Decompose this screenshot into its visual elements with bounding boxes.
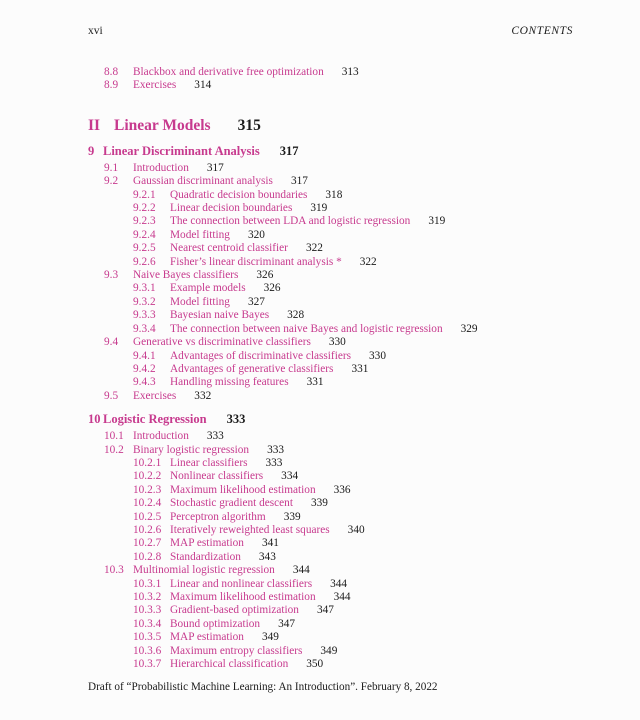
- entry-page: 326: [263, 282, 281, 295]
- entry-page: 322: [359, 255, 377, 268]
- entry-page: 322: [305, 242, 323, 255]
- entry-number[interactable]: 8.8: [104, 66, 119, 78]
- toc-entry-10-3-3: [133, 604, 610, 617]
- toc-entry-9-2-6: [133, 256, 610, 269]
- toc-entry-9-3-3: [133, 309, 610, 322]
- entry-page: 320: [247, 228, 265, 241]
- entry-number[interactable]: 10.2.7: [133, 537, 162, 550]
- entry-number[interactable]: 9.1: [104, 161, 119, 174]
- toc-body: [88, 66, 610, 671]
- entry-title[interactable]: Model fitting: [170, 295, 230, 308]
- toc-entry-9-2-2: [133, 202, 610, 215]
- entry-title[interactable]: Exercises: [133, 79, 177, 92]
- entry-title[interactable]: MAP estimation: [170, 537, 244, 550]
- entry-number[interactable]: 9.4: [104, 336, 119, 349]
- toc-entry-9-2-5: [133, 242, 610, 255]
- entry-page: 347: [316, 604, 334, 617]
- toc-entry-10-3-4: [133, 618, 610, 631]
- entry-page: 343: [258, 550, 276, 563]
- entry-page: 341: [261, 537, 279, 550]
- entry-title[interactable]: Advantages of discriminative classifiers: [170, 349, 352, 362]
- entry-title[interactable]: Maximum likelihood estimation: [170, 591, 316, 603]
- entry-number[interactable]: 9.3.4: [133, 322, 156, 335]
- entry-page: 339: [283, 510, 301, 523]
- entry-page: 330: [369, 349, 386, 362]
- toc-entry-9-2: [104, 175, 610, 188]
- toc-entry-9-5: [104, 390, 610, 403]
- toc-entry-9-1: [104, 162, 610, 175]
- toc-entry-9-4-3: [133, 376, 610, 389]
- toc-entry-9-3-4: [133, 323, 610, 336]
- toc-entry-10-3-1: [133, 578, 610, 591]
- entry-page: 344: [292, 564, 310, 577]
- entry-title[interactable]: The connection between naive Bayes and logistic regression: [170, 322, 443, 335]
- entry-title[interactable]: Linear classifiers: [170, 456, 248, 469]
- entry-number[interactable]: 10.2.8: [133, 550, 162, 563]
- entry-title[interactable]: Maximum likelihood estimation: [170, 483, 316, 496]
- chapter-heading-10: [88, 412, 610, 427]
- entry-title[interactable]: Multinomial logistic regression: [133, 564, 275, 577]
- toc-entry-9-4: [104, 336, 610, 349]
- toc-entry-10-3-5: [133, 631, 610, 644]
- running-title: CONTENTS: [511, 25, 573, 37]
- entry-page: 333: [265, 456, 283, 469]
- toc-entry-10-1: [104, 430, 610, 443]
- entry-number[interactable]: 9.2.6: [133, 255, 156, 268]
- entry-title[interactable]: MAP estimation: [170, 631, 244, 644]
- entry-title[interactable]: Naive Bayes classifiers: [133, 269, 239, 282]
- entry-number[interactable]: 10.3.3: [133, 604, 162, 617]
- entry-number[interactable]: 10.2.4: [133, 497, 162, 510]
- toc-entry-10-2-4: [133, 497, 610, 510]
- toc-entry-10-2-6: [133, 524, 610, 537]
- entry-page: 331: [306, 376, 324, 389]
- entry-number[interactable]: 9.2.5: [133, 242, 156, 255]
- entry-page: 344: [333, 591, 351, 603]
- entry-number[interactable]: 10.3.7: [133, 658, 162, 671]
- entry-title[interactable]: Handling missing features: [170, 376, 289, 389]
- entry-page: 331: [351, 362, 369, 375]
- entry-number[interactable]: 9.4.3: [133, 376, 156, 389]
- entry-title[interactable]: Gaussian discriminant analysis: [133, 175, 273, 188]
- running-header: [88, 25, 573, 37]
- toc-entry-10-3: [104, 564, 610, 577]
- entry-page: 340: [347, 523, 365, 536]
- entry-page: 336: [333, 483, 351, 496]
- entry-page: 333: [267, 443, 285, 456]
- entry-title[interactable]: Linear and nonlinear classifiers: [170, 577, 313, 590]
- toc-entry-10-2: [104, 444, 610, 457]
- part-number[interactable]: II: [88, 116, 101, 134]
- chapter-page: 317: [279, 143, 299, 158]
- entry-number[interactable]: 10.3.6: [133, 644, 162, 657]
- entry-page: 326: [256, 269, 274, 282]
- entry-page: 334: [281, 470, 299, 483]
- toc-entry-9-3-1: [133, 282, 610, 295]
- entry-number[interactable]: 9.3.1: [133, 282, 156, 295]
- entry-number[interactable]: 9.3.3: [133, 309, 156, 322]
- toc-entry-9-2-1: [133, 189, 610, 202]
- entry-title[interactable]: Stochastic gradient descent: [170, 497, 293, 510]
- entry-number[interactable]: 10.2.1: [133, 456, 162, 469]
- entry-number[interactable]: 9.3: [104, 269, 119, 282]
- entry-number[interactable]: 9.2: [104, 175, 119, 188]
- entry-page: 344: [330, 577, 348, 590]
- toc-entry-8-9: [104, 79, 610, 92]
- chapter-number[interactable]: 10: [88, 412, 101, 427]
- toc-entry-10-2-3: [133, 484, 610, 497]
- toc-entry-10-2-1: [133, 457, 610, 470]
- entry-title[interactable]: Example models: [170, 282, 246, 295]
- entry-title[interactable]: Perceptron algorithm: [170, 510, 266, 523]
- entry-number[interactable]: 9.5: [104, 389, 119, 402]
- toc-entry-9-3: [104, 269, 610, 282]
- entry-title[interactable]: Standardization: [170, 550, 241, 563]
- chapter-title[interactable]: Linear Discriminant Analysis: [103, 143, 260, 158]
- entry-title[interactable]: Generative vs discriminative classifiers: [133, 336, 311, 349]
- entry-title[interactable]: Nearest centroid classifier: [170, 242, 288, 255]
- entry-page: 349: [320, 644, 338, 657]
- part-page: 315: [237, 116, 261, 134]
- entry-number[interactable]: 9.2.3: [133, 215, 156, 228]
- entry-title[interactable]: Introduction: [133, 161, 189, 174]
- chapter-number[interactable]: 9: [88, 143, 95, 158]
- entry-page: 330: [328, 336, 346, 349]
- toc-entry-10-2-2: [133, 470, 610, 483]
- toc-entry-9-4-2: [133, 363, 610, 376]
- entry-number[interactable]: 9.2.1: [133, 188, 156, 201]
- entry-title[interactable]: Exercises: [133, 389, 177, 402]
- entry-page: 329: [460, 322, 478, 335]
- entry-number[interactable]: 10.2.3: [133, 483, 162, 496]
- toc-entry-9-4-1: [133, 350, 610, 363]
- entry-number[interactable]: 9.2.4: [133, 228, 156, 241]
- entry-title[interactable]: Quadratic decision boundaries: [170, 188, 308, 201]
- toc-entry-10-3-7: [133, 658, 610, 671]
- entry-title[interactable]: The connection between LDA and logistic regression: [170, 215, 411, 228]
- chapter-heading-9: [88, 144, 610, 159]
- toc-entry-10-2-5: [133, 511, 610, 524]
- entry-number[interactable]: 10.3.5: [133, 631, 162, 644]
- entry-page: 314: [194, 79, 212, 92]
- entry-number[interactable]: 10.3.2: [133, 591, 162, 603]
- entry-title[interactable]: Maximum entropy classifiers: [170, 644, 303, 657]
- entry-title[interactable]: Advantages of generative classifiers: [170, 362, 334, 375]
- toc-entry-9-3-2: [133, 296, 610, 309]
- entry-page: 319: [310, 202, 328, 215]
- entry-title[interactable]: Model fitting: [170, 228, 230, 241]
- entry-page: 349: [261, 631, 279, 644]
- toc-entry-10-3-2: [133, 591, 610, 604]
- entry-title[interactable]: Binary logistic regression: [133, 443, 250, 456]
- chapter-title[interactable]: Logistic Regression: [103, 412, 207, 427]
- entry-title[interactable]: Linear decision boundaries: [170, 202, 293, 215]
- toc-entry-10-3-6: [133, 645, 610, 658]
- toc-entry-8-8: [104, 66, 610, 79]
- entry-page: 332: [194, 389, 212, 402]
- entry-title[interactable]: Introduction: [133, 430, 189, 443]
- entry-page: 318: [325, 188, 343, 201]
- entry-number[interactable]: 9.4.2: [133, 362, 156, 375]
- entry-number[interactable]: 10.2.2: [133, 470, 162, 483]
- entry-number[interactable]: 10.2.5: [133, 510, 162, 523]
- part-title[interactable]: Linear Models: [114, 116, 211, 134]
- entry-number[interactable]: 10.3.1: [133, 577, 162, 590]
- entry-number[interactable]: 10.3.4: [133, 617, 162, 630]
- entry-title[interactable]: Nonlinear classifiers: [170, 470, 264, 483]
- entry-number[interactable]: 10.3: [104, 564, 124, 577]
- entry-page: 317: [206, 161, 224, 174]
- toc-entry-10-2-8: [133, 551, 610, 564]
- draft-note: Draft of “Probabilistic Machine Learning: An Introduction”. February 8, 2022: [88, 681, 438, 693]
- page-folio: xvi: [88, 25, 103, 37]
- entry-page: 327: [247, 295, 265, 308]
- chapter-page: 333: [226, 412, 246, 427]
- part-heading: [88, 117, 610, 135]
- entry-number[interactable]: 9.3.2: [133, 295, 156, 308]
- entry-number[interactable]: 10.1: [104, 430, 124, 443]
- entry-page: 319: [428, 215, 446, 228]
- entry-title[interactable]: Hierarchical classification: [170, 658, 289, 671]
- entry-page: 339: [310, 497, 328, 510]
- entry-number[interactable]: 10.2.6: [133, 523, 162, 536]
- entry-page: 313: [341, 66, 359, 78]
- entry-number[interactable]: 9.4.1: [133, 349, 156, 362]
- entry-title[interactable]: Fisher’s linear discriminant analysis *: [170, 255, 342, 268]
- entry-page: 347: [278, 617, 296, 630]
- entry-title[interactable]: Gradient-based optimization: [170, 604, 299, 617]
- entry-number[interactable]: 9.2.2: [133, 202, 156, 215]
- entry-title[interactable]: Bayesian naive Bayes: [170, 309, 270, 322]
- entry-page: 328: [287, 309, 305, 322]
- toc-entry-9-2-4: [133, 229, 610, 242]
- entry-number[interactable]: 8.9: [104, 79, 119, 92]
- entry-title[interactable]: Blackbox and derivative free optimization: [133, 66, 324, 78]
- toc-entry-10-2-7: [133, 537, 610, 550]
- entry-number[interactable]: 10.2: [104, 443, 124, 456]
- entry-title[interactable]: Iteratively reweighted least squares: [170, 523, 330, 536]
- entry-title[interactable]: Bound optimization: [170, 617, 261, 630]
- entry-page: 350: [306, 658, 324, 671]
- entry-page: 333: [206, 430, 224, 443]
- toc-entry-9-2-3: [133, 215, 610, 228]
- entry-page: 317: [290, 175, 308, 188]
